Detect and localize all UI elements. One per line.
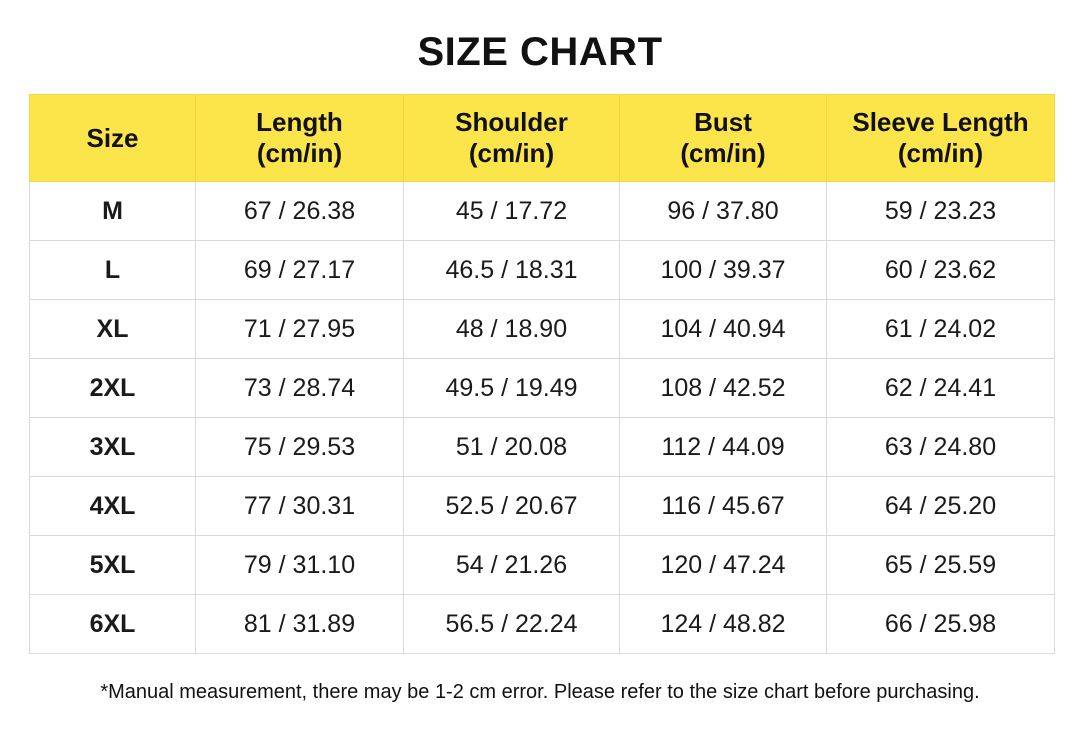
size-cell: 4XL (30, 477, 196, 536)
sleeve-length-cell: 59 / 23.23 (827, 182, 1055, 241)
header-label: Bust (694, 107, 752, 137)
table-header (30, 95, 1055, 182)
sleeve-length-cell: 65 / 25.59 (827, 536, 1055, 595)
bust-cell: 120 / 47.24 (620, 536, 827, 595)
table-row (30, 241, 1055, 300)
header-unit: (cm/in) (680, 138, 766, 168)
shoulder-cell: 46.5 / 18.31 (404, 241, 620, 300)
sleeve-length-cell: 66 / 25.98 (827, 595, 1055, 654)
header-label: Shoulder (455, 107, 568, 137)
length-cell: 77 / 30.31 (196, 477, 404, 536)
header-label: Length (256, 107, 343, 137)
bust-cell: 112 / 44.09 (620, 418, 827, 477)
table-row (30, 418, 1055, 477)
table-body (30, 182, 1055, 654)
size-cell: M (30, 182, 196, 241)
size-cell: 5XL (30, 536, 196, 595)
table-row (30, 359, 1055, 418)
size-cell: 2XL (30, 359, 196, 418)
size-cell: XL (30, 300, 196, 359)
size-cell: L (30, 241, 196, 300)
bust-cell: 96 / 37.80 (620, 182, 827, 241)
shoulder-cell: 52.5 / 20.67 (404, 477, 620, 536)
sleeve-length-cell: 62 / 24.41 (827, 359, 1055, 418)
bust-cell: 124 / 48.82 (620, 595, 827, 654)
length-cell: 69 / 27.17 (196, 241, 404, 300)
size-table (29, 94, 1055, 654)
measurement-note: *Manual measurement, there may be 1-2 cm error. Please refer to the size chart before purchasing. (100, 681, 980, 703)
shoulder-cell: 48 / 18.90 (404, 300, 620, 359)
bust-cell: 116 / 45.67 (620, 477, 827, 536)
header-unit: (cm/in) (897, 138, 984, 168)
header-sleeve-length (827, 95, 1055, 182)
header-size (30, 95, 196, 182)
header-unit: (cm/in) (468, 138, 555, 168)
sleeve-length-cell: 61 / 24.02 (827, 300, 1055, 359)
size-cell: 6XL (30, 595, 196, 654)
table-row (30, 595, 1055, 654)
length-cell: 67 / 26.38 (196, 182, 404, 241)
table-row (30, 536, 1055, 595)
header-label: Sleeve Length (852, 107, 1029, 137)
shoulder-cell: 49.5 / 19.49 (404, 359, 620, 418)
header-row (30, 95, 1055, 182)
header-label: Size (86, 122, 139, 153)
bust-cell: 104 / 40.94 (620, 300, 827, 359)
length-cell: 71 / 27.95 (196, 300, 404, 359)
sleeve-length-cell: 60 / 23.62 (827, 241, 1055, 300)
bust-cell: 100 / 39.37 (620, 241, 827, 300)
bust-cell: 108 / 42.52 (620, 359, 827, 418)
header-unit: (cm/in) (256, 138, 343, 168)
shoulder-cell: 51 / 20.08 (404, 418, 620, 477)
header-bust (620, 95, 827, 182)
table-row (30, 300, 1055, 359)
header-length (196, 95, 404, 182)
header-shoulder (404, 95, 620, 182)
length-cell: 81 / 31.89 (196, 595, 404, 654)
length-cell: 75 / 29.53 (196, 418, 404, 477)
length-cell: 79 / 31.10 (196, 536, 404, 595)
length-cell: 73 / 28.74 (196, 359, 404, 418)
sleeve-length-cell: 63 / 24.80 (827, 418, 1055, 477)
table-row (30, 477, 1055, 536)
table-row (30, 182, 1055, 241)
shoulder-cell: 56.5 / 22.24 (404, 595, 620, 654)
shoulder-cell: 54 / 21.26 (404, 536, 620, 595)
sleeve-length-cell: 64 / 25.20 (827, 477, 1055, 536)
size-cell: 3XL (30, 418, 196, 477)
shoulder-cell: 45 / 17.72 (404, 182, 620, 241)
page-title: SIZE CHART (417, 30, 663, 74)
